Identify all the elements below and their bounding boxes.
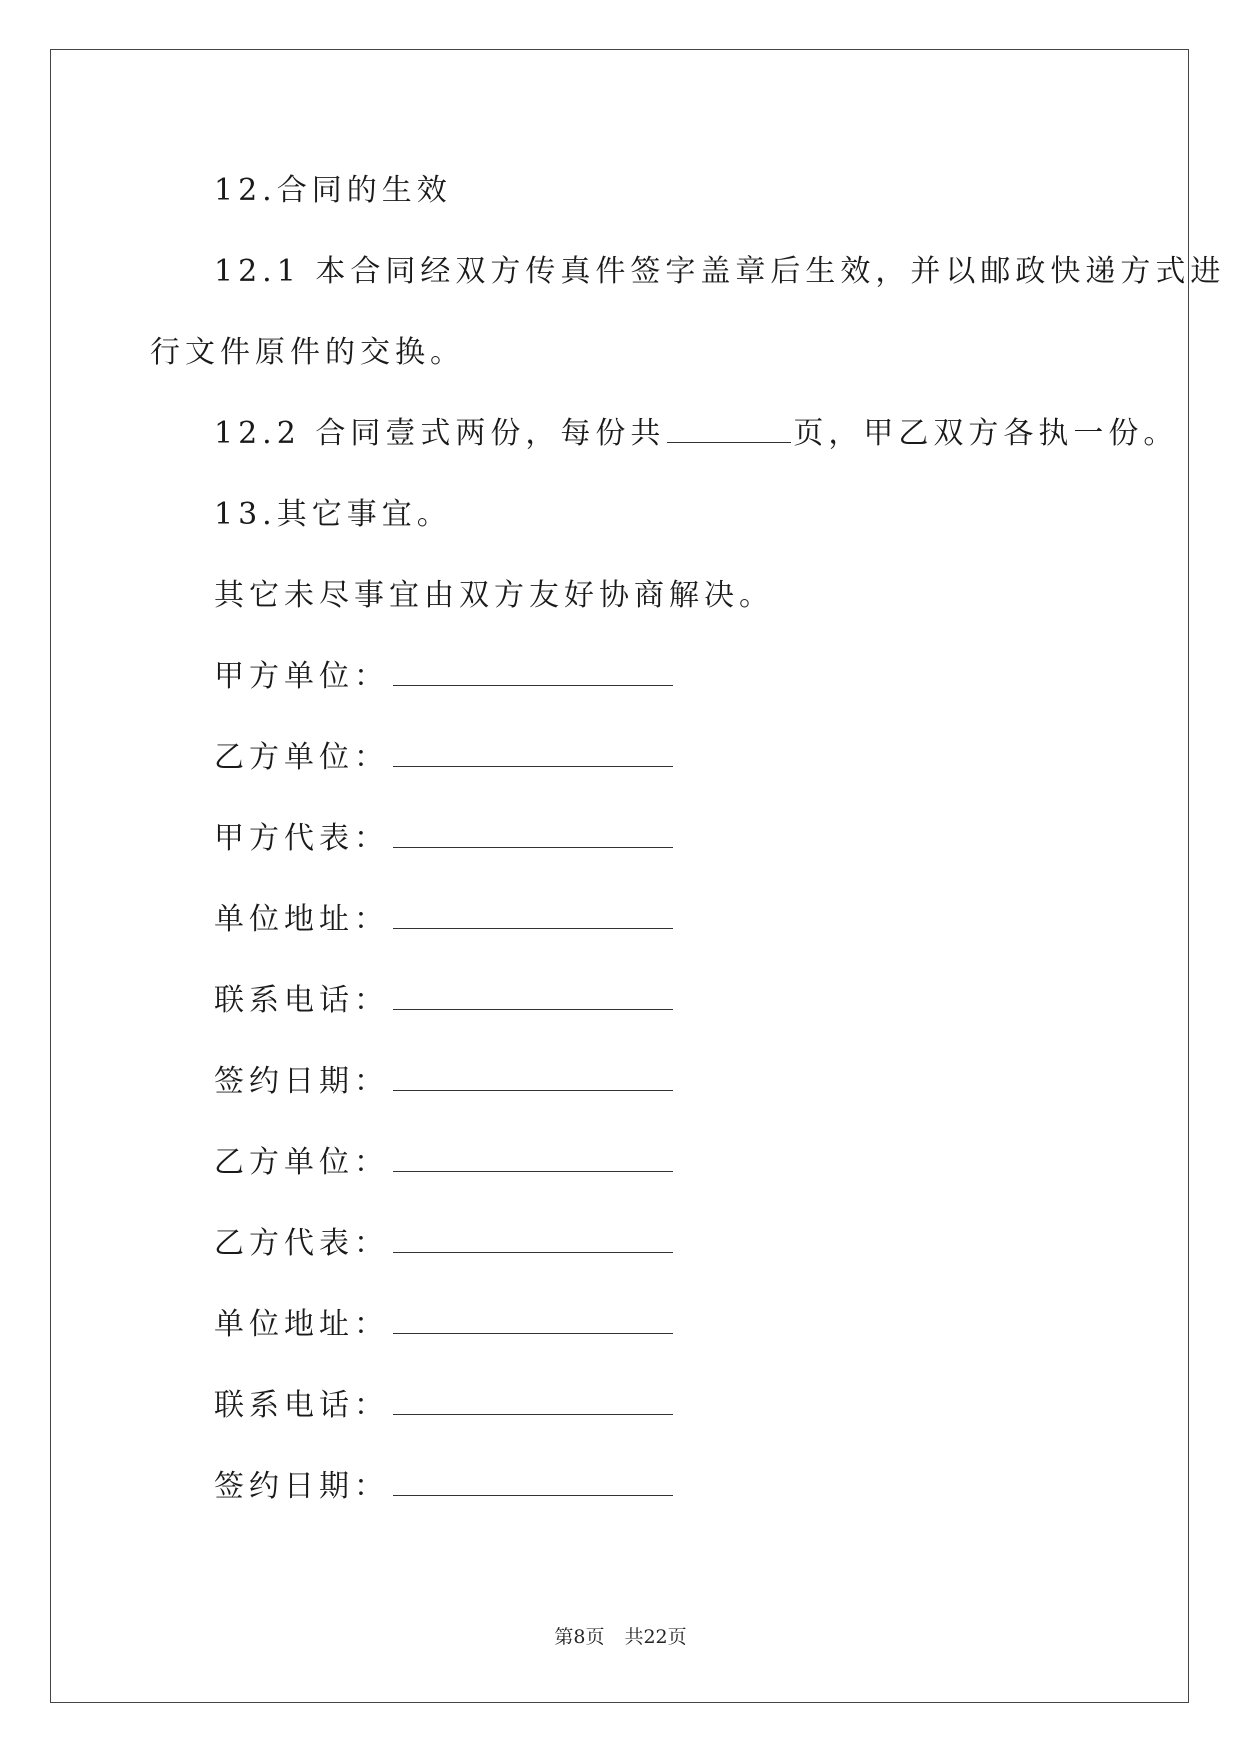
section-13-body: 其它未尽事宜由双方友好协商解决。 — [214, 578, 774, 613]
field-label: 签约日期： — [214, 1469, 389, 1504]
field-label: 乙方代表： — [214, 1226, 389, 1261]
field-blank — [393, 981, 673, 1010]
signature-field — [214, 981, 673, 1021]
field-label: 乙方单位： — [214, 1145, 389, 1180]
field-blank — [393, 738, 673, 767]
section-12-2-prefix: 12.2 合同壹式两份，每份共 — [214, 416, 666, 451]
page-number: 第8页 — [554, 1626, 605, 1648]
field-blank — [393, 1467, 673, 1496]
signature-field — [214, 738, 673, 778]
field-label: 联系电话： — [214, 983, 389, 1018]
signature-field — [214, 819, 673, 859]
field-blank — [393, 900, 673, 929]
field-label: 乙方单位： — [214, 740, 389, 775]
signature-field — [214, 1467, 673, 1507]
field-label: 签约日期： — [214, 1064, 389, 1099]
section-12-2 — [214, 414, 1178, 454]
signature-field — [214, 1305, 673, 1345]
field-blank — [393, 1386, 673, 1415]
section-12-heading: 12.合同的生效 — [214, 173, 452, 208]
field-label: 甲方代表： — [214, 821, 389, 856]
section-12-1-line-1: 12.1 本合同经双方传真件签字盖章后生效，并以邮政快递方式进 — [214, 254, 1226, 289]
page-border — [50, 49, 1189, 1703]
signature-field — [214, 1062, 673, 1102]
field-label: 单位地址： — [214, 902, 389, 937]
section-12-1-line-2: 行文件原件的交换。 — [150, 335, 465, 370]
field-label: 单位地址： — [214, 1307, 389, 1342]
field-blank — [393, 1143, 673, 1172]
signature-field — [214, 1224, 673, 1264]
field-blank — [393, 1305, 673, 1334]
field-label: 联系电话： — [214, 1388, 389, 1423]
field-blank — [393, 819, 673, 848]
signature-field — [214, 1143, 673, 1183]
field-label: 甲方单位： — [214, 659, 389, 694]
page-total: 共22页 — [624, 1626, 687, 1648]
signature-field — [214, 657, 673, 697]
page-footer — [0, 1622, 1241, 1649]
signature-field — [214, 1386, 673, 1426]
page-count-blank — [667, 414, 791, 443]
field-blank — [393, 657, 673, 686]
field-blank — [393, 1062, 673, 1091]
signature-field — [214, 900, 673, 940]
section-12-2-suffix: 页，甲乙双方各执一份。 — [793, 416, 1179, 451]
section-13-heading: 13.其它事宜。 — [214, 497, 452, 532]
field-blank — [393, 1224, 673, 1253]
